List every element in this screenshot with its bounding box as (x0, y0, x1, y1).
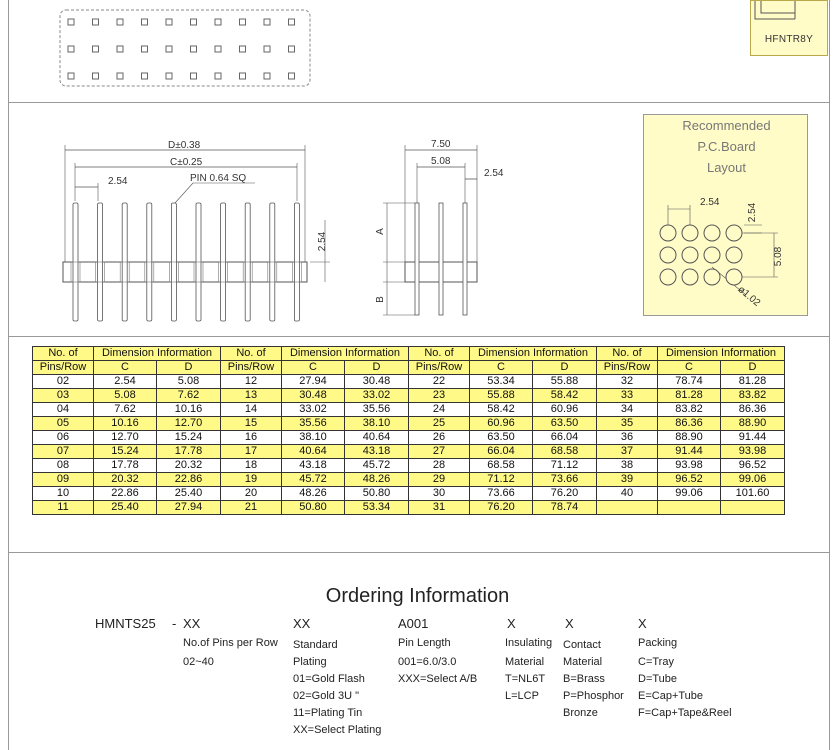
pin-square (166, 19, 172, 25)
ordering-col-contact-line-4: P=Phosphor (563, 690, 624, 702)
dim-pin-label: PIN 0.64 SQ (190, 173, 247, 184)
cell-c: 35.56 (282, 417, 345, 431)
cell-c: 27.94 (282, 375, 345, 389)
cell-pins: 38 (597, 459, 658, 473)
cell-pins: 30 (409, 487, 470, 501)
ordering-code-pins: XX (183, 616, 201, 631)
cell-d: 38.10 (345, 417, 409, 431)
cell-c: 5.08 (94, 389, 157, 403)
ordering-col-pin-length-line-2: 001=6.0/3.0 (398, 656, 457, 668)
pin-square (191, 19, 197, 25)
cell-c: 83.82 (658, 403, 721, 417)
cell-d: 25.40 (157, 487, 221, 501)
cell-c: 48.26 (282, 487, 345, 501)
cell-c: 2.54 (94, 375, 157, 389)
cell-d: 10.16 (157, 403, 221, 417)
frame-line-top-section (8, 102, 830, 103)
dim-c-label: C±0.25 (170, 157, 203, 168)
cell-c: 86.36 (658, 417, 721, 431)
header-dimension-info: Dimension Information (282, 347, 409, 361)
cell-pins: 20 (221, 487, 282, 501)
cell-d: 96.52 (721, 459, 785, 473)
cell-pins: 15 (221, 417, 282, 431)
cell-c: 22.86 (94, 487, 157, 501)
cell-c: 99.06 (658, 487, 721, 501)
pin-square (215, 19, 221, 25)
ordering-col-insulating-line-4: L=LCP (505, 690, 539, 702)
cell-pins: 16 (221, 431, 282, 445)
cell-c: 93.98 (658, 459, 721, 473)
dim-side-width-label: 7.50 (431, 139, 451, 150)
cell-c (658, 501, 721, 515)
ordering-col-contact (563, 637, 624, 722)
pcb-hole (726, 269, 742, 285)
pcb-title-line-2: P.C.Board (697, 139, 756, 154)
pin-square (117, 73, 123, 79)
cell-c: 81.28 (658, 389, 721, 403)
cell-pins: 21 (221, 501, 282, 515)
cell-c: 53.34 (470, 375, 533, 389)
pin-square (240, 73, 246, 79)
ordering-code-dash: - (172, 616, 177, 631)
cell-d: 55.88 (533, 375, 597, 389)
cell-d: 58.42 (533, 389, 597, 403)
pin-square (166, 73, 172, 79)
cell-pins: 03 (33, 389, 94, 403)
cell-d: 50.80 (345, 487, 409, 501)
pin-square (240, 19, 246, 25)
header-pins-line-2: Pins/Row (597, 361, 658, 375)
cell-c: 78.74 (658, 375, 721, 389)
ordering-col-pins (183, 635, 278, 671)
header-pins-line-1: No. of (597, 347, 658, 361)
cell-pins (597, 501, 658, 515)
ordering-code-packing: X (638, 616, 647, 631)
cell-pins: 08 (33, 459, 94, 473)
header-dimension-info: Dimension Information (658, 347, 785, 361)
cell-pins: 33 (597, 389, 658, 403)
cell-d: 71.12 (533, 459, 597, 473)
pcb-layout-box (643, 114, 808, 316)
cell-pins: 31 (409, 501, 470, 515)
cell-pins: 36 (597, 431, 658, 445)
cell-c: 10.16 (94, 417, 157, 431)
table-row (33, 403, 785, 417)
pcb-title-line-1: Recommended (682, 118, 771, 133)
pcb-title-line-3: Layout (706, 160, 747, 175)
table-row (33, 459, 785, 473)
cell-c: 33.02 (282, 403, 345, 417)
cell-d: 43.18 (345, 445, 409, 459)
header-d: D (533, 361, 597, 375)
cell-d: 15.24 (157, 431, 221, 445)
cell-c: 96.52 (658, 473, 721, 487)
pcb-hole (682, 225, 698, 241)
header-pins-line-1: No. of (33, 347, 94, 361)
dim-side-inner-label: 5.08 (431, 156, 451, 167)
pin-square (93, 46, 99, 52)
header-pins-line-1: No. of (221, 347, 282, 361)
ordering-col-contact-line-3: B=Brass (563, 673, 605, 685)
pin-square (117, 19, 123, 25)
cell-pins: 11 (33, 501, 94, 515)
cell-c: 20.32 (94, 473, 157, 487)
cell-d: 40.64 (345, 431, 409, 445)
cell-pins: 12 (221, 375, 282, 389)
ordering-col-pins-line-1: No.of Pins per Row (183, 637, 278, 649)
table-header-row (33, 361, 785, 375)
ordering-col-plating-line-4: 02=Gold 3U " (293, 690, 359, 702)
table-row (33, 431, 785, 445)
cell-pins: 24 (409, 403, 470, 417)
cell-d: 27.94 (157, 501, 221, 515)
cell-d: 20.32 (157, 459, 221, 473)
cell-d: 81.28 (721, 375, 785, 389)
ordering-col-pin-length-line-1: Pin Length (398, 637, 451, 649)
pin-square (289, 19, 295, 25)
ordering-col-packing (638, 635, 732, 722)
frame-left-edge (8, 0, 9, 750)
pcb-row-spacing-label: 5.08 (773, 246, 785, 267)
pin-square (117, 46, 123, 52)
cell-d: 30.48 (345, 375, 409, 389)
cell-pins: 02 (33, 375, 94, 389)
pcb-hole (704, 247, 720, 263)
cell-d: 91.44 (721, 431, 785, 445)
cell-d: 66.04 (533, 431, 597, 445)
frame-line-lower (8, 552, 830, 553)
cell-d: 86.36 (721, 403, 785, 417)
header-d: D (157, 361, 221, 375)
pin-square (264, 73, 270, 79)
header-d: D (721, 361, 785, 375)
cell-c: 63.50 (470, 431, 533, 445)
dim-side-pitch-label: 2.54 (484, 168, 504, 179)
cell-pins: 39 (597, 473, 658, 487)
ordering-col-plating-line-1: Standard (293, 639, 338, 651)
cell-d: 73.66 (533, 473, 597, 487)
cell-pins: 37 (597, 445, 658, 459)
cell-pins: 29 (409, 473, 470, 487)
pin-square (289, 73, 295, 79)
cell-pins: 26 (409, 431, 470, 445)
ordering-code-series: HMNTS25 (95, 616, 156, 631)
ordering-col-insulating-line-2: Material (505, 656, 545, 668)
cell-c: 58.42 (470, 403, 533, 417)
pcb-hole (682, 247, 698, 263)
cell-d: 5.08 (157, 375, 221, 389)
cell-c: 12.70 (94, 431, 157, 445)
cell-c: 76.20 (470, 501, 533, 515)
cell-c: 91.44 (658, 445, 721, 459)
cell-c: 45.72 (282, 473, 345, 487)
dim-height-label: 2.54 (317, 231, 329, 252)
pcb-pitch-h-label: 2.54 (700, 197, 720, 208)
table-row (33, 375, 785, 389)
cell-pins: 25 (409, 417, 470, 431)
dim-pitch-label: 2.54 (108, 176, 128, 187)
ordering-col-plating-line-6: XX=Select Plating (293, 724, 382, 736)
cell-pins: 14 (221, 403, 282, 417)
cell-pins: 34 (597, 403, 658, 417)
pin-square (191, 46, 197, 52)
cell-c: 7.62 (94, 403, 157, 417)
dimension-table (32, 346, 785, 515)
pin-square (142, 73, 148, 79)
brand-logo-box (750, 0, 828, 56)
ordering-col-contact-line-5: Bronze (563, 707, 598, 719)
pcb-hole (704, 269, 720, 285)
pcb-hole-pattern (644, 115, 809, 317)
cell-c: 43.18 (282, 459, 345, 473)
ordering-code-insulating: X (507, 616, 516, 631)
cell-d: 33.02 (345, 389, 409, 403)
ordering-col-pins-line-2: 02~40 (183, 656, 214, 668)
header-dimension-info: Dimension Information (94, 347, 221, 361)
header-dimension-info: Dimension Information (470, 347, 597, 361)
logo-text: HFNTR8Y (764, 34, 814, 45)
pin-square (191, 73, 197, 79)
cell-pins: 23 (409, 389, 470, 403)
cell-c: 30.48 (282, 389, 345, 403)
cell-pins: 07 (33, 445, 94, 459)
pin-square (93, 19, 99, 25)
cell-d: 93.98 (721, 445, 785, 459)
cell-d: 53.34 (345, 501, 409, 515)
cell-pins: 05 (33, 417, 94, 431)
ordering-col-pin-length (398, 635, 477, 688)
cell-d: 45.72 (345, 459, 409, 473)
pin-square (142, 46, 148, 52)
cell-d: 35.56 (345, 403, 409, 417)
pin-square (68, 73, 74, 79)
cell-d: 60.96 (533, 403, 597, 417)
cell-c: 88.90 (658, 431, 721, 445)
pcb-hole (682, 269, 698, 285)
header-d: D (345, 361, 409, 375)
pin-square (166, 46, 172, 52)
cell-pins: 19 (221, 473, 282, 487)
cell-pins: 28 (409, 459, 470, 473)
frame-line-middle (8, 336, 830, 337)
ordering-col-insulating (505, 635, 552, 705)
dim-a-label: A (374, 228, 386, 235)
ordering-col-pin-length-line-3: XXX=Select A/B (398, 673, 478, 685)
cell-c: 40.64 (282, 445, 345, 459)
ordering-col-packing-line-1: Packing (638, 637, 678, 649)
pin-square (68, 19, 74, 25)
ordering-col-packing-line-5: F=Cap+Tape&Reel (638, 707, 732, 719)
ordering-col-insulating-line-1: Insulating (505, 637, 553, 649)
cell-d (721, 501, 785, 515)
table-row (33, 417, 785, 431)
table-row (33, 501, 785, 515)
cell-d: 99.06 (721, 473, 785, 487)
table-row (33, 445, 785, 459)
cell-pins: 18 (221, 459, 282, 473)
pin-square (240, 46, 246, 52)
cell-pins: 17 (221, 445, 282, 459)
cell-pins: 06 (33, 431, 94, 445)
cell-d: 76.20 (533, 487, 597, 501)
ordering-col-plating-line-5: 11=Plating Tin (293, 707, 363, 719)
cell-d: 88.90 (721, 417, 785, 431)
pcb-pitch-v-label: 2.54 (747, 202, 759, 223)
cell-c: 60.96 (470, 417, 533, 431)
cell-d: 83.82 (721, 389, 785, 403)
ordering-col-insulating-line-3: T=NL6T (505, 673, 546, 685)
pcb-hole (726, 247, 742, 263)
cell-d: 17.78 (157, 445, 221, 459)
pcb-hole-label: ø1.02 (735, 284, 763, 309)
cell-pins: 32 (597, 375, 658, 389)
header-pins-line-2: Pins/Row (221, 361, 282, 375)
cell-d: 78.74 (533, 501, 597, 515)
table-row (33, 389, 785, 403)
ordering-col-plating (293, 637, 381, 739)
cell-c: 17.78 (94, 459, 157, 473)
pcb-hole (660, 269, 676, 285)
header-c: C (282, 361, 345, 375)
pin-square (215, 46, 221, 52)
ordering-col-plating-line-2: Plating (293, 656, 327, 668)
header-c: C (658, 361, 721, 375)
table-row (33, 487, 785, 501)
cell-pins: 04 (33, 403, 94, 417)
ordering-col-packing-line-4: E=Cap+Tube (638, 690, 704, 702)
pin-square (264, 46, 270, 52)
cell-d: 101.60 (721, 487, 785, 501)
header-c: C (94, 361, 157, 375)
pin-square (142, 19, 148, 25)
cell-c: 68.58 (470, 459, 533, 473)
header-pins-line-2: Pins/Row (33, 361, 94, 375)
cell-c: 25.40 (94, 501, 157, 515)
cell-pins: 13 (221, 389, 282, 403)
cell-pins: 09 (33, 473, 94, 487)
pin-square (215, 73, 221, 79)
cell-pins: 27 (409, 445, 470, 459)
cell-c: 71.12 (470, 473, 533, 487)
pin-square (68, 46, 74, 52)
logo-mark-icon (751, 1, 829, 31)
cell-pins: 22 (409, 375, 470, 389)
cell-d: 22.86 (157, 473, 221, 487)
ordering-col-contact-line-1: Contact (563, 639, 601, 651)
cell-c: 66.04 (470, 445, 533, 459)
ordering-col-plating-line-3: 01=Gold Flash (293, 673, 365, 685)
cell-c: 55.88 (470, 389, 533, 403)
frame-right-edge (829, 0, 830, 750)
cell-d: 63.50 (533, 417, 597, 431)
ordering-code-plating: XX (293, 616, 311, 631)
table-header-row (33, 347, 785, 361)
ordering-title: Ordering Information (325, 585, 510, 607)
dim-d-label: D±0.38 (168, 140, 201, 151)
ordering-col-packing-line-2: C=Tray (638, 656, 674, 668)
ordering-code-pin-length: A001 (398, 616, 429, 631)
header-c: C (470, 361, 533, 375)
cell-c: 50.80 (282, 501, 345, 515)
cell-pins: 10 (33, 487, 94, 501)
cell-d: 12.70 (157, 417, 221, 431)
cell-c: 73.66 (470, 487, 533, 501)
cell-d: 48.26 (345, 473, 409, 487)
cell-d: 68.58 (533, 445, 597, 459)
table-row (33, 473, 785, 487)
cell-pins: 40 (597, 487, 658, 501)
ordering-col-packing-line-3: D=Tube (638, 673, 678, 685)
pin-square (93, 73, 99, 79)
pcb-hole (726, 225, 742, 241)
dim-b-label: B (374, 296, 386, 303)
pin-square (264, 19, 270, 25)
top-view-drawing (58, 8, 318, 90)
cell-c: 38.10 (282, 431, 345, 445)
pin-square (289, 46, 295, 52)
ordering-col-contact-line-2: Material (563, 656, 603, 668)
pcb-hole (704, 225, 720, 241)
pcb-hole (660, 225, 676, 241)
header-pins-line-1: No. of (409, 347, 470, 361)
header-pins-line-2: Pins/Row (409, 361, 470, 375)
pcb-hole (660, 247, 676, 263)
ordering-code-contact: X (565, 616, 574, 631)
cell-d: 7.62 (157, 389, 221, 403)
cell-pins: 35 (597, 417, 658, 431)
cell-c: 15.24 (94, 445, 157, 459)
